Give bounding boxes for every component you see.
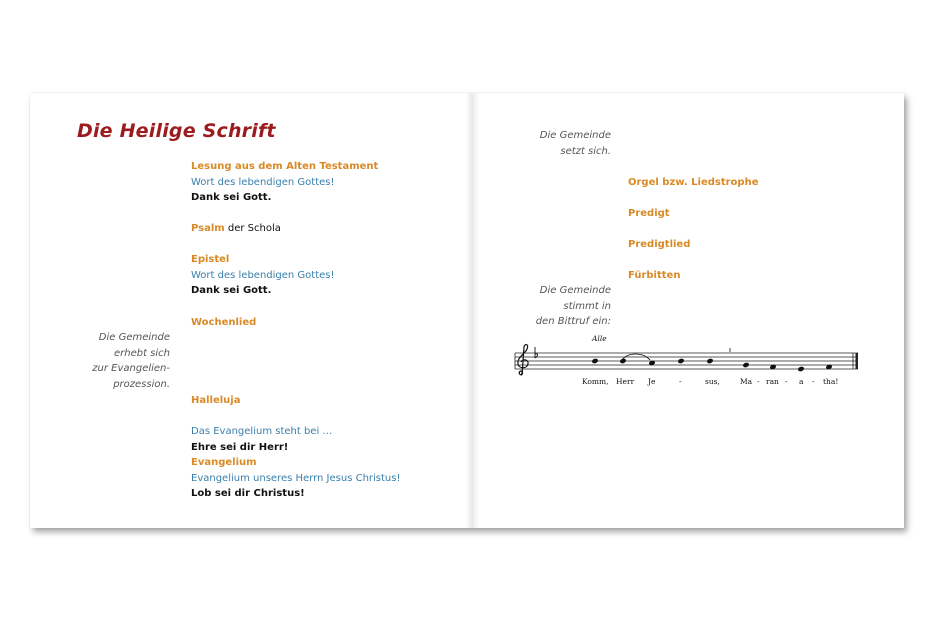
lyric: Ma [740,377,753,386]
lyric: ran [766,377,779,386]
note [677,358,684,364]
psalm-text: der Schola [227,223,281,234]
lyric: - [757,377,760,386]
music-staff [510,334,860,397]
note-line: Die Gemeinde [98,332,170,343]
lesung-heading: Lesung aus dem Alten Testament [191,161,379,172]
flat-sign-icon [535,347,538,358]
halleluja-heading: Halleluja [191,395,241,406]
epistel-heading: Epistel [191,254,230,265]
note-line: prozession. [113,378,170,390]
note-line: erhebt sich [113,347,170,359]
note-bittruf [536,283,611,330]
note [591,358,598,364]
treble-clef-icon [518,345,528,375]
lesung-call: Wort des lebendigen Gottes! [191,177,335,188]
lyric: tha! [823,377,839,386]
note-line: stimmt in [563,300,611,312]
psalm-heading: Psalm [191,223,225,234]
evangelium-intro-response: Ehre sei dir Herr! [191,442,289,453]
note-line: Die Gemeinde [539,130,611,141]
epistel-response: Dank sei Gott. [191,285,272,296]
evangelium-heading: Evangelium [191,457,257,468]
note [619,358,626,364]
note-line: setzt sich. [560,145,611,157]
wochenlied-heading: Wochenlied [191,317,257,328]
lesung-response: Dank sei Gott. [191,192,272,203]
note [797,366,804,372]
final-barline-thick [856,353,859,369]
lyric: Herr [616,377,635,386]
note [706,358,713,364]
book-gutter [466,93,480,528]
note-sit [540,128,611,159]
note-line: den Bittruf ein: [535,316,611,327]
note-line: Die Gemeinde [539,285,611,296]
lyric: - [679,377,682,386]
staff-svg [510,337,860,397]
evangelium-call: Evangelium unseres Herrn Jesus Christus! [191,473,401,484]
note-line: zur Evangelien- [92,363,170,374]
lyric: - [812,377,815,386]
predigtlied-heading: Predigtlied [628,239,691,250]
fuerbitten-heading: Fürbitten [628,270,681,281]
orgel-heading: Orgel bzw. Liedstrophe [628,177,759,188]
page-title: Die Heilige Schrift [77,120,276,142]
note-rise [92,330,170,392]
lyric: Komm, [582,377,609,386]
evangelium-intro: Das Evangelium steht bei … [191,426,333,437]
psalm-line [191,221,281,237]
lyric: sus, [705,377,720,386]
lyric: a [799,377,804,386]
note [742,362,749,368]
epistel-call: Wort des lebendigen Gottes! [191,270,335,281]
lyric: Je [648,377,656,386]
tempo-marking: Alle [592,334,607,343]
predigt-heading: Predigt [628,208,670,219]
evangelium-response: Lob sei dir Christus! [191,488,305,499]
lyric: - [785,377,788,386]
booklet-spread [30,93,904,528]
